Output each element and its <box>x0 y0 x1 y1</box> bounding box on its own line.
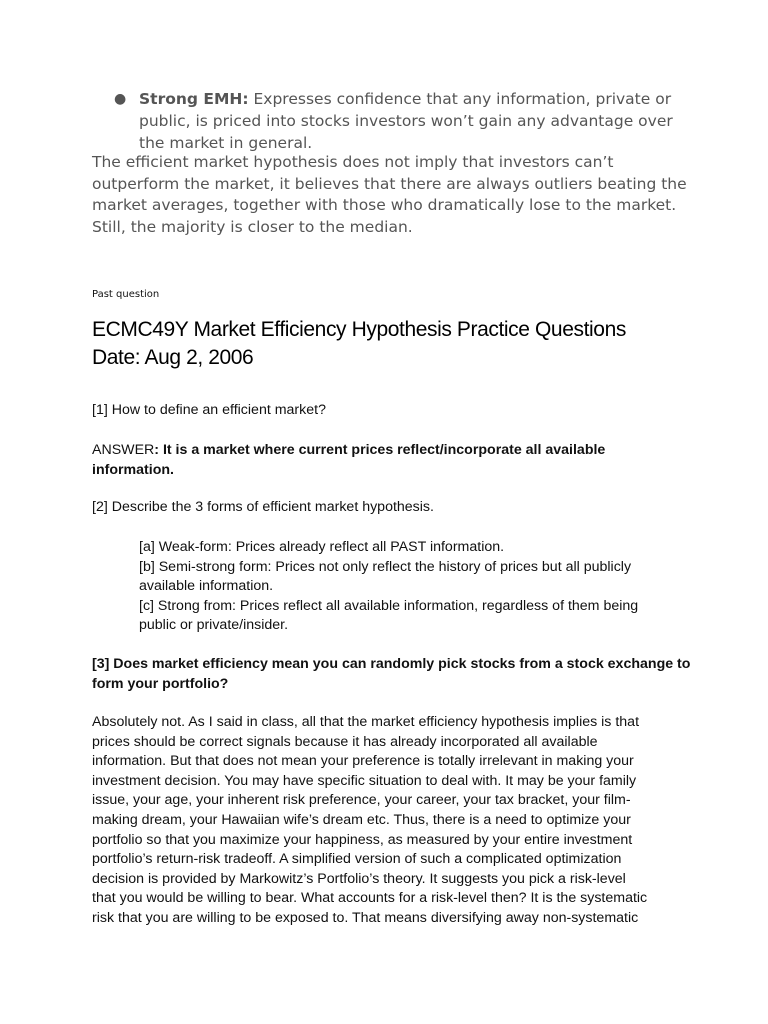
bullet-text <box>139 88 674 154</box>
answer-3-line: decision is provided by Markowitz’s Portfolio’s theory. It suggests you pick a risk-level <box>92 870 626 887</box>
answer-3-line: information. But that does not mean your preference is totally irrelevant in making your <box>92 753 634 770</box>
paragraph-line: outperform the market, it believes that there are always outliers beating the <box>92 174 687 193</box>
form-item-strong: [c] Strong from: Prices reflect all available information, regardless of them being <box>139 597 639 614</box>
form-item-weak: [a] Weak-form: Prices already reflect all PAST information. <box>139 539 505 555</box>
answer-3-line: investment decision. You may have specific situation to deal with. It may be your family <box>92 772 637 789</box>
title-line: ECMC49Y Market Efficiency Hypothesis Practice Questions <box>92 318 626 341</box>
answer-3-line: making dream, your Hawaiian wife’s dream etc. Thus, there is a need to optimize your <box>92 811 631 828</box>
question-3-line: [3] Does market efficiency mean you can randomly pick stocks from a stock exchange to <box>92 656 691 672</box>
question-1: [1] How to define an efficient market? <box>92 402 326 418</box>
bullet-line: the market in general. <box>139 134 313 152</box>
title-line: Date: Aug 2, 2006 <box>92 346 254 369</box>
question-3-line: form your portfolio? <box>92 675 229 692</box>
answer-3-line: portfolio so that you maximize your happiness, as measured by your entire investment <box>92 831 633 848</box>
bullet-line: public, is priced into stocks investors won’t gain any advantage over <box>139 112 673 130</box>
answer-1 <box>92 441 652 480</box>
form-item-semi-strong: [b] Semi-strong form: Prices not only reflect the history of prices but all publicly <box>139 558 632 575</box>
answer-3-line: risk that you are willing to be exposed to. That means diversifying away non-systematic <box>92 909 639 926</box>
answer-3-line: that you would be willing to bear. What accounts for a risk-level then? It is the systematic <box>92 890 648 907</box>
form-item-strong-cont: public or private/insider. <box>139 617 289 634</box>
bullet-dot-icon: ● <box>114 91 127 107</box>
document-title <box>92 316 712 372</box>
past-question-label: Past question <box>92 289 160 300</box>
answer-3 <box>92 713 674 929</box>
emh-paragraph <box>92 152 687 238</box>
answer-3-line: prices should be correct signals because it has already incorporated all available <box>92 733 598 750</box>
paragraph-line: market averages, together with those who dramatically lose to the market. <box>92 196 677 214</box>
form-item-semi-strong-cont: available information. <box>139 578 274 595</box>
question-2: [2] Describe the 3 forms of efficient market hypothesis. <box>92 499 434 515</box>
answer-3-line: issue, your age, your inherent risk preference, your career, your tax bracket, your film- <box>92 792 631 809</box>
answer-3-line: Absolutely not. As I said in class, all that the market efficiency hypothesis implies is that <box>92 714 640 730</box>
bullet-line: Expresses confidence that any information, private or <box>248 90 672 108</box>
answer-prefix: ANSWER <box>92 442 155 458</box>
paragraph-line: The efficient market hypothesis does not imply that investors can’t <box>92 153 614 171</box>
paragraph-line: Still, the majority is closer to the median. <box>92 217 413 236</box>
bullet-label: Strong EMH: <box>139 90 249 108</box>
question-3 <box>92 655 691 694</box>
answer-3-line: portfolio’s return-risk tradeoff. A simplified version of such a complicated optimization <box>92 851 622 868</box>
emh-forms-list <box>139 538 679 636</box>
answer-line: : It is a market where current prices reflect/incorporate all available <box>154 442 606 458</box>
answer-line: information. <box>92 461 174 478</box>
